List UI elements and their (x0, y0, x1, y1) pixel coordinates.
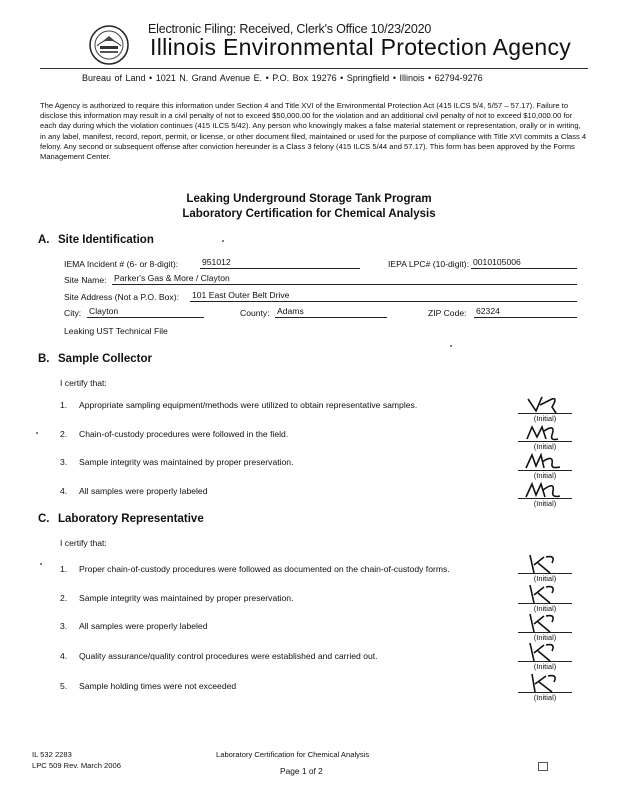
section-b-initial-3[interactable]: (Initial) (518, 450, 574, 482)
lpc-label: IEPA LPC# (10-digit): (388, 259, 470, 269)
incident-label: IEMA Incident # (6- or 8-digit): (64, 259, 179, 269)
lpc-field[interactable]: 0010105006 (471, 257, 577, 269)
footer-revision: LPC 509 Rev. March 2006 (32, 761, 121, 770)
section-c-heading (38, 513, 204, 525)
city-field[interactable]: Clayton (87, 306, 204, 318)
form-title-line2: Laboratory Certification for Chemical Analysis (182, 208, 436, 220)
site-name-label: Site Name: (64, 275, 107, 285)
section-b-title: Sample Collector (58, 353, 152, 365)
section-a-title: Site Identification (58, 234, 154, 246)
technical-file-label: Leaking UST Technical File (64, 326, 168, 336)
section-b-item-4: 4. All samples were properly labeled (60, 486, 208, 496)
section-b-item-2: 2. Chain-of-custody procedures were followed in the field. (60, 429, 289, 439)
section-b-heading (38, 353, 152, 365)
section-b-item-1: 1. Appropriate sampling equipment/methods were utilized to obtain representative samples. (60, 400, 418, 410)
signature-initials-icon (522, 450, 562, 472)
section-b-certify: I certify that: (60, 378, 107, 388)
header-rule (40, 68, 588, 69)
footer-form-id: IL 532 2283 (32, 750, 72, 759)
agency-seal-icon (88, 24, 130, 66)
section-c-certify: I certify that: (60, 538, 107, 548)
agency-name: Illinois Environmental Protection Agency (150, 34, 572, 60)
zip-field[interactable]: 62324 (474, 306, 577, 318)
city-label: City: (64, 308, 82, 318)
legal-notice: The Agency is authorized to require this information under Section 4 and Title XVI of the Environmental Protection Act (415 ILCS 5/4, 5/57 – 57.17). Failure to disclose this information may result in a civil penalty of not to exceed $50,000.00 for the violation and an additional civil penalty of not to exceed $10,000.00 for each day during which the violation continues (415 ILCS 5/42). Any person who knowingly makes a false material statement or representation, orally or in writing, in any label, manifest, record, report, permit, or license, or other document filed, maintained or used for the purpose of compliance with Title XVI commits a Class 4 felony. Any second or subsequent offense after conviction hereunder is a Class 3 felony (415 ILCS 5/44 and 57.17). This form has been approved by the Forms Management Center. (40, 101, 587, 162)
section-a-letter: A. (38, 234, 50, 246)
agency-address: Bureau of Land • 1021 N. Grand Avenue E. • P.O. Box 19276 • Springfield • Illinois • 62794-9276 (82, 73, 483, 83)
site-address-label: Site Address (Not a P.O. Box): (64, 292, 179, 302)
scan-speck (450, 345, 452, 347)
signature-initials-icon (522, 641, 562, 663)
section-c-initial-4[interactable]: (Initial) (518, 641, 574, 673)
incident-field[interactable]: 951012 (200, 257, 360, 269)
section-b-initial-1[interactable]: (Initial) (518, 393, 574, 425)
section-c-item-3: 3. All samples were properly labeled (60, 621, 208, 631)
electronic-filing-stamp: Electronic Filing: Received, Clerk's Office 10/23/2020 (148, 22, 432, 36)
scan-speck (40, 563, 42, 565)
site-name-field[interactable]: Parker's Gas & More / Clayton (112, 273, 577, 285)
form-title-line1: Leaking Underground Storage Tank Program (186, 193, 432, 205)
section-c-letter: C. (38, 513, 50, 525)
section-c-initial-3[interactable]: (Initial) (518, 612, 574, 644)
signature-initials-icon (522, 421, 562, 443)
section-c-item-1: 1. Proper chain-of-custody procedures were followed as documented on the chain-of-custody forms. (60, 564, 450, 574)
scan-speck (36, 432, 38, 434)
section-c-item-5: 5. Sample holding times were not exceeded (60, 681, 237, 691)
county-label: County: (240, 308, 270, 318)
signature-initials-icon (522, 672, 562, 694)
form-barcode-icon (538, 762, 548, 771)
section-b-initial-4[interactable]: (Initial) (518, 478, 574, 510)
section-c-initial-1[interactable]: (Initial) (518, 553, 574, 585)
site-address-field[interactable]: 101 East Outer Belt Drive (190, 290, 577, 302)
section-c-item-2: 2. Sample integrity was maintained by proper preservation. (60, 593, 294, 603)
scan-speck (222, 240, 224, 242)
section-b-letter: B. (38, 353, 50, 365)
signature-initials-icon (522, 583, 562, 605)
section-a-heading (38, 234, 154, 246)
section-c-title: Laboratory Representative (58, 513, 204, 525)
signature-initials-icon (522, 478, 562, 500)
zip-label: ZIP Code: (428, 308, 467, 318)
section-c-initial-2[interactable]: (Initial) (518, 583, 574, 615)
section-c-item-4: 4. Quality assurance/quality control procedures were established and carried out. (60, 651, 378, 661)
signature-initials-icon (522, 553, 562, 575)
section-c-initial-5[interactable]: (Initial) (518, 672, 574, 704)
county-field[interactable]: Adams (275, 306, 387, 318)
section-b-item-3: 3. Sample integrity was maintained by proper preservation. (60, 457, 294, 467)
signature-initials-icon (522, 393, 562, 415)
signature-initials-icon (522, 612, 562, 634)
footer-page-number: Page 1 of 2 (280, 766, 323, 776)
section-b-initial-2[interactable]: (Initial) (518, 421, 574, 453)
footer-title: Laboratory Certification for Chemical Analysis (216, 750, 370, 759)
